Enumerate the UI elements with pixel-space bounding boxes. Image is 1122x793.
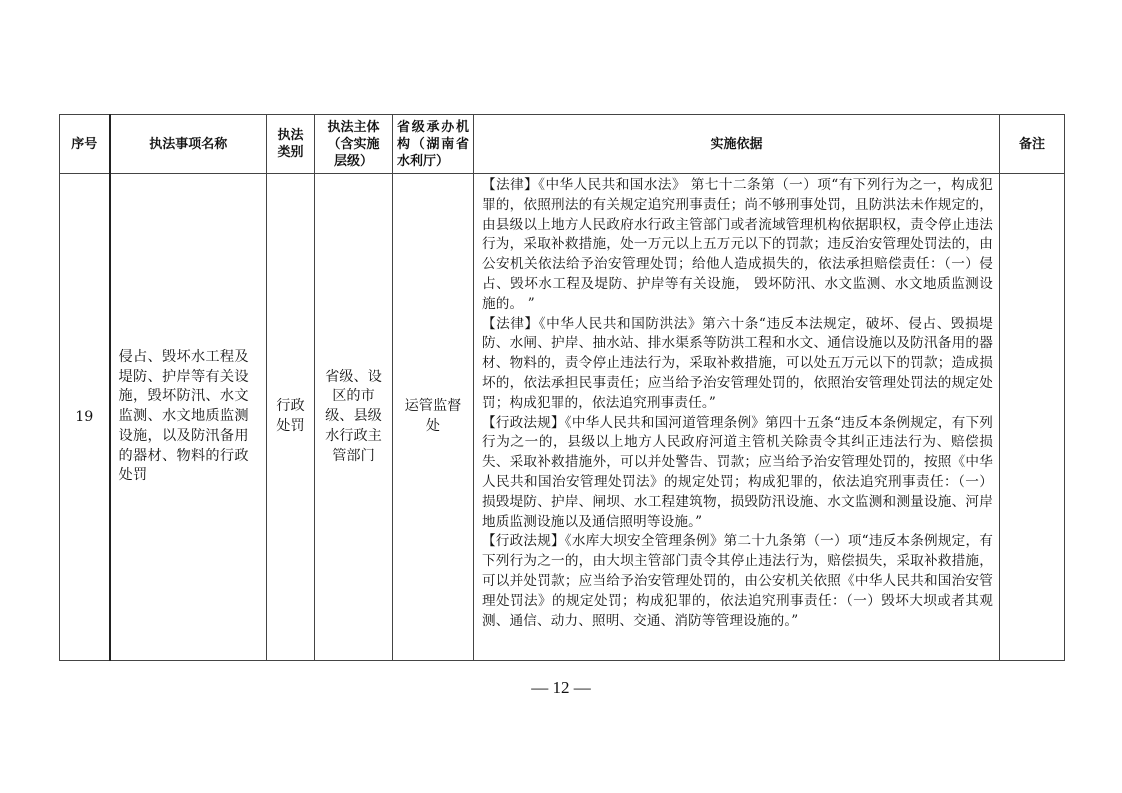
basis-paragraph-river-regulation: 【行政法规】《中华人民共和国河道管理条例》第四十五条“违反本条例规定，有下列行为之一的，县级以上地方人民政府河道主管机关除责令其纠正违法行为、赔偿损失、采取补救措施外，可以并处警告、罚款；应当给予治安管理处罚的，按照《中华人民共和国治安管理处罚法》的规定处罚；构成犯罪的，依法追究刑事责任：（一）损毁堤防、护岸、闸坝、水工程建筑物，损毁防汛设施、水文监测和测量设施、河岸地质监测设施以及通信照明等设施。”: [482, 414, 993, 530]
row-agency-cell: [393, 174, 474, 661]
header-agency-label: 省级承办机构（湖南省水利厅）: [397, 119, 469, 169]
page-number: — 12 —: [531, 678, 591, 697]
basis-paragraph-flood-control-law: 【法律】《中华人民共和国防洪法》第六十条“违反本法规定，破坏、侵占、毁损堤防、水闸、护岸、抽水站、排水渠系等防洪工程和水文、通信设施以及防汛备用的器材、物料的，责令停止违法行为，采取补救措施，可以处五万元以下的罚款；造成损坏的，依法承担民事责任；应当给予治安管理处罚的，依照治安管理处罚法的规定处罚；构成犯罪的，依法追究刑事责任。”: [482, 315, 993, 411]
row-remark-cell: [1000, 174, 1065, 661]
header-remark-label: 备注: [1018, 136, 1045, 152]
header-agency: [393, 115, 474, 174]
header-subject-label: 执法主体（含实施层级）: [327, 119, 380, 169]
row-item-name-cell: [110, 174, 267, 661]
row-item-name: 侵占、毁坏水工程及堤防、护岸等有关设施，毁坏防汛、水文监测、水文地质监测设施，以及防汛备用的器材、物料的行政处罚: [118, 348, 249, 484]
header-seq: [60, 115, 110, 174]
row-category: 行政处罚: [276, 398, 305, 434]
header-item-name: [110, 115, 267, 174]
enforcement-items-table: [59, 114, 1065, 661]
header-basis: [474, 115, 1000, 174]
header-category: [267, 115, 315, 174]
header-basis-label: 实施依据: [710, 136, 763, 152]
header-seq-label: 序号: [71, 136, 98, 152]
basis-paragraph-water-law: 【法律】《中华人民共和国水法》 第七十二条第（一）项“有下列行为之一，构成犯罪的，依照刑法的有关规定追究刑事责任；尚不够刑事处罚，且防洪法未作规定的， 由县级以上地方人民政府水行政主管部门或者流域管理机构依据职权，责令停止违法行为，采取补救措施，处一万元以上五万元以下的罚款；违反治安管理处罚法的，由公安机关依法给予治安管理处罚；给他人造成损失的，依法承担赔偿责任：（一）侵占、毁坏水工程及堤防、护岸等有关设施， 毁坏防汛、水文监测、水文地质监测设施的。 ”: [482, 177, 993, 312]
header-item-name-label: 执法事项名称: [149, 136, 228, 152]
header-subject: [315, 115, 393, 174]
row-seq: 19: [75, 409, 94, 426]
row-subject: 省级、设区的市级、县级水行政主管部门: [325, 368, 382, 464]
table-row: [60, 174, 1065, 661]
row-seq-cell: [60, 174, 110, 661]
row-subject-cell: [315, 174, 393, 661]
basis-paragraph-dam-safety-regulation: 【行政法规】《水库大坝安全管理条例》第二十九条第（一）项“违反本条例规定，有下列行为之一的，由大坝主管部门责令其停止违法行为，赔偿损失，采取补救措施，可以并处罚款；应当给予治安管理处罚的，由公安机关依照《中华人民共和国治安管理处罚法》的规定处罚；构成犯罪的，依法追究刑事责任：（一）毁坏大坝或者其观测、通信、动力、照明、交通、消防等管理设施的。”: [482, 533, 993, 629]
row-basis-cell: [474, 174, 1000, 661]
row-agency: 运管监督处: [404, 398, 462, 434]
table-header-row: [60, 115, 1065, 174]
header-category-label: 执法类别: [277, 128, 304, 160]
header-remark: [1000, 115, 1065, 174]
row-category-cell: [267, 174, 315, 661]
